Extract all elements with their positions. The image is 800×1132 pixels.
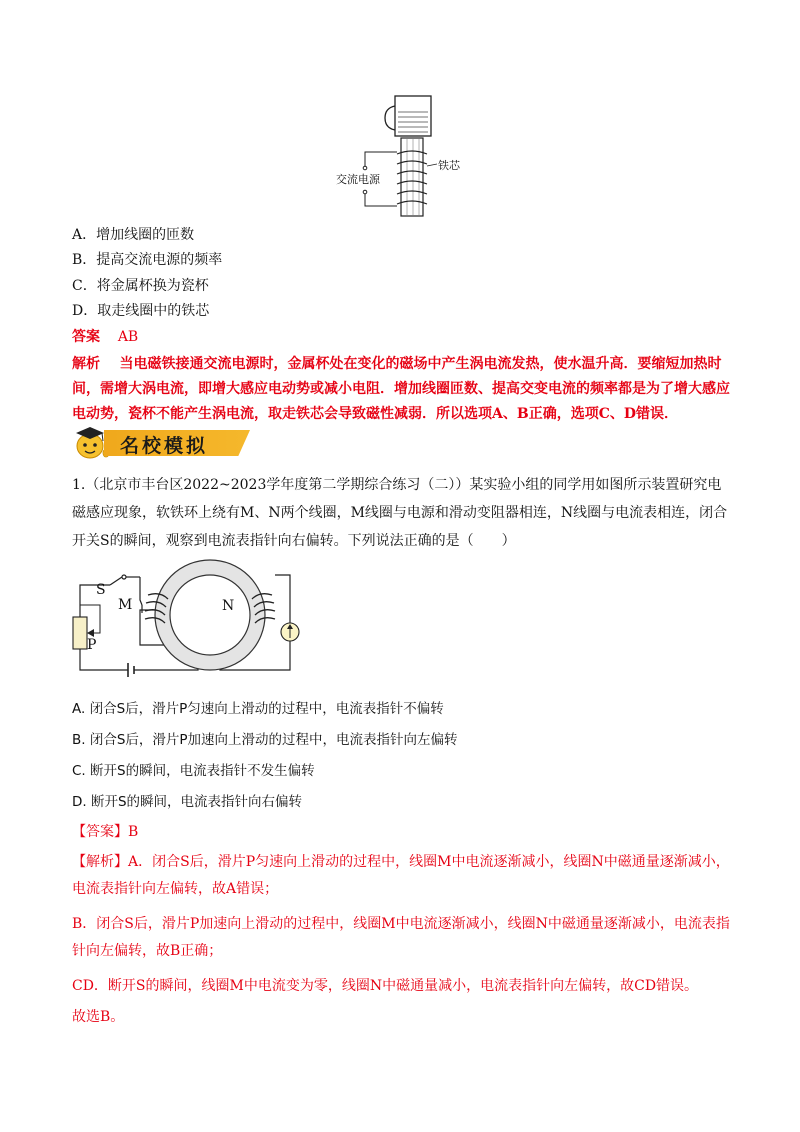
analysis-part-b: B．闭合S后，滑片P加速向上滑动的过程中，线圈M中电流逐渐减小，线圈N中磁通量逐渐减小，电流表指针向左偏转，故B正确； [72, 916, 730, 959]
electromagnet-cup-figure [335, 92, 470, 220]
option-c: C．将金属杯换为瓷杯 [72, 278, 209, 294]
switch-label: S [96, 582, 106, 598]
option-a: A. 闭合S后，滑片P匀速向上滑动的过程中，电流表指针不偏转 [72, 701, 444, 717]
section-title: 名校模拟 [120, 435, 209, 457]
analysis-label: 【解析】 [72, 854, 128, 870]
slider-p-label: P [87, 637, 97, 653]
analysis-label: 解析 [72, 356, 100, 372]
circuit-diagram [70, 555, 310, 685]
option-d: D. 断开S的瞬间，电流表指针向右偏转 [72, 794, 303, 810]
option-a: A．增加线圈的匝数 [72, 227, 195, 243]
analysis-1 [72, 352, 732, 427]
analysis-part-a [72, 849, 732, 903]
analysis-2 [72, 849, 732, 1031]
coil-m-label: M [118, 597, 133, 613]
ac-source-label: 交流电源 [336, 173, 380, 186]
option-b: B．提高交流电源的频率 [72, 252, 223, 268]
analysis-text-a: A．闭合S后，滑片P匀速向上滑动的过程中，线圈M中电流逐渐减小，线圈N中磁通量逐渐减小，电流表指针向左偏转，故A错误； [72, 854, 730, 897]
answer-2 [72, 822, 138, 842]
coil-n-label: N [222, 598, 235, 614]
question-text: 1.（北京市丰台区2022~2023学年度第二学期综合练习（二））某实验小组的同学用如图所示装置研究电磁感应现象，软铁环上绕有M、N两个线圈，M线圈与电源和滑动变阻器相连，N线圈与电流表相连，闭合开关S的瞬间，观察到电流表指针向右偏转。下列说法正确的是（ ） [72, 477, 728, 549]
answer-label: 答案 [72, 329, 100, 345]
section-banner [72, 424, 252, 458]
analysis-part-cd: CD．断开S的瞬间，线圈M中电流变为零，线圈N中磁通量减小，电流表指针向左偏转，故CD错误。 [72, 978, 699, 994]
analysis-conclusion: 故选B。 [72, 1009, 125, 1025]
option-c: C. 断开S的瞬间，电流表指针不发生偏转 [72, 763, 315, 779]
iron-core-label: 铁芯 [438, 159, 460, 172]
answer-value: AB [117, 329, 139, 345]
option-d: D．取走线圈中的铁芯 [72, 303, 210, 319]
answer-1 [72, 327, 138, 347]
analysis-text: 当电磁铁接通交流电源时，金属杯处在变化的磁场中产生涡电流发热，使水温升高．要缩短加热时间，需增大涡电流，即增大感应电动势或减小电阻．增加线圈匝数、提高交变电流的频率都是为了增大感应电动势，瓷杯不能产生涡电流，取走铁芯会导致磁性减弱．所以选项A、B正确，选项C、D错误． [72, 356, 730, 422]
answer-label: 【答案】 [72, 824, 128, 840]
answer-value: B [128, 824, 139, 840]
option-b: B. 闭合S后，滑片P加速向上滑动的过程中，电流表指针向左偏转 [72, 732, 458, 748]
